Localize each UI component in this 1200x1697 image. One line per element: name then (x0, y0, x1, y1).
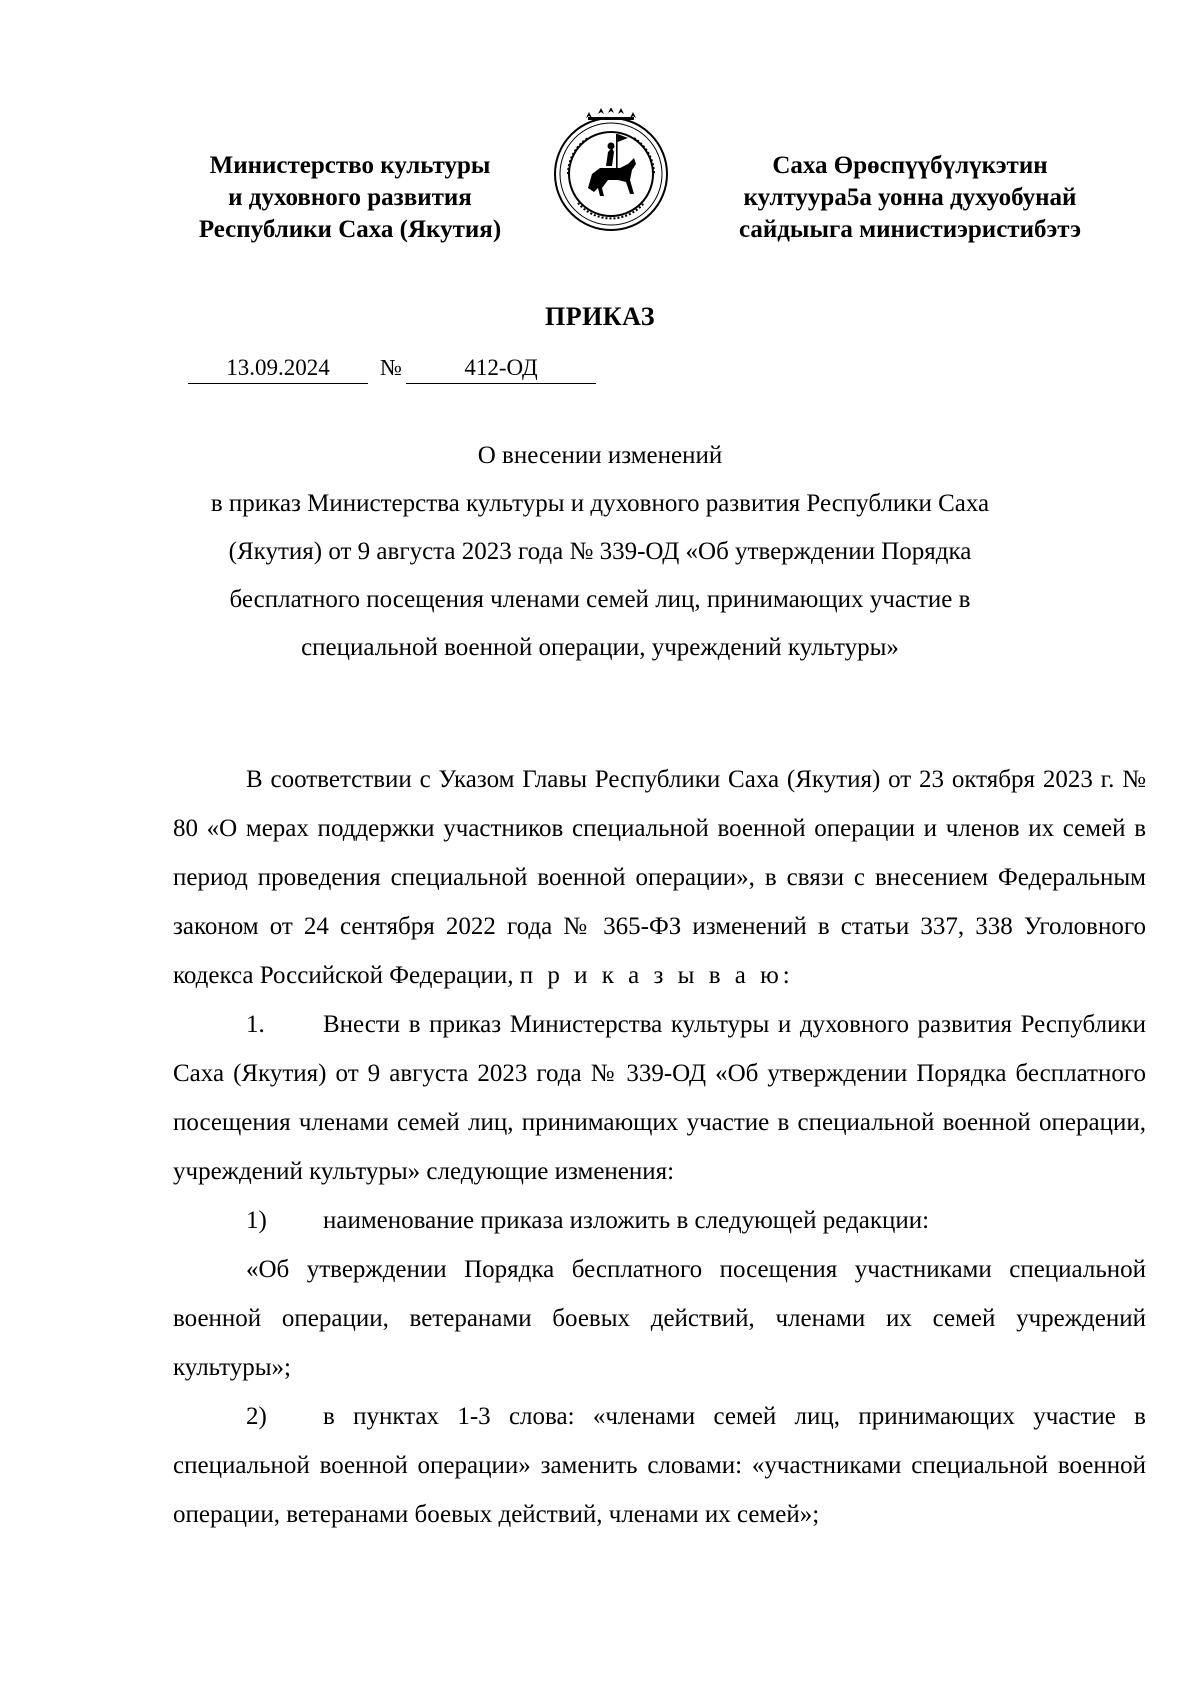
preamble-paragraph (173, 755, 1146, 1000)
org-name-russian-line: Республики Саха (Якутия) (198, 216, 502, 243)
document-date: 13.09.2024 (188, 355, 368, 384)
document-subject (170, 432, 1030, 672)
org-name-russian-line: и духовного развития (228, 184, 472, 211)
item-1-text: Внести в приказ Министерства культуры и духовного развития Республики Саха (Якутия) от 9 августа 2023 года № 339-ОД «Об утверждении Порядка бесплатного посещения членами семей лиц, принимающих участие в специальной военной операции, учреждений культуры» следующие изменения: (173, 1011, 1146, 1185)
subitem-1-quote: «Об утверждении Порядка бесплатного посещения участниками специальной военной операции, ветеранами боевых действий, членами их семей учреждений культуры»; (173, 1256, 1146, 1381)
subitem-2-text: в пунктах 1-3 слова: «членами семей лиц, принимающих участие в специальной военной операции» заменить словами: «участниками специальной военной операции, ветеранами боевых действий, членами их семей»; (173, 1403, 1146, 1528)
org-name-russian (150, 150, 550, 246)
org-name-sakha-line: Саха Өрөспүүбүлүкэтин (772, 152, 1048, 179)
document-body (173, 755, 1146, 1539)
subitem-2-paragraph (173, 1392, 1146, 1539)
org-name-russian-line: Министерство культуры (209, 152, 491, 179)
org-name-sakha-line: сайдыыга министиэристибэтэ (738, 216, 1082, 243)
subitem-1-text: наименование приказа изложить в следующей редакции: (323, 1207, 930, 1234)
preamble-text: В соответствии с Указом Главы Республики Саха (Якутия) от 23 октября 2023 г. № 80 «О мерах поддержки участников специальной военной операции и членов их семей в период проведения специальной военной операции», в связи с внесением Федеральным законом от 24 сентября 2022 года № 365-ФЗ изменений в статьи 337, 338 Уголовного кодекса Российской Федерации, (173, 766, 1146, 989)
subject-line: О внесении изменений (477, 442, 723, 469)
coat-of-arms-emblem (548, 108, 674, 234)
subitem-2-number: 2) (246, 1403, 267, 1430)
org-name-sakha (700, 150, 1120, 246)
org-name-sakha-line: култуура5а уонна духуобунай (743, 184, 1077, 211)
item-1-number: 1. (246, 1011, 265, 1038)
subitem-1-paragraph (173, 1196, 1146, 1245)
subject-line: специальной военной операции, учреждений культуры» (301, 634, 899, 661)
subitem-1-number: 1) (246, 1207, 267, 1234)
subject-line: в приказ Министерства культуры и духовного развития Республики Саха (210, 490, 990, 517)
document-number: 412-ОД (406, 355, 596, 384)
document-number-sign: № (380, 355, 402, 380)
item-1-paragraph (173, 1000, 1146, 1196)
order-word: п р и к а з ы в а ю: (519, 962, 794, 989)
subitem-1-quote-paragraph (173, 1245, 1146, 1392)
subject-line: бесплатного посещения членами семей лиц, принимающих участие в (229, 586, 971, 613)
subject-line: (Якутия) от 9 августа 2023 года № 339-ОД «Об утверждении Порядка (228, 538, 972, 565)
document-title: ПРИКАЗ (544, 302, 656, 331)
